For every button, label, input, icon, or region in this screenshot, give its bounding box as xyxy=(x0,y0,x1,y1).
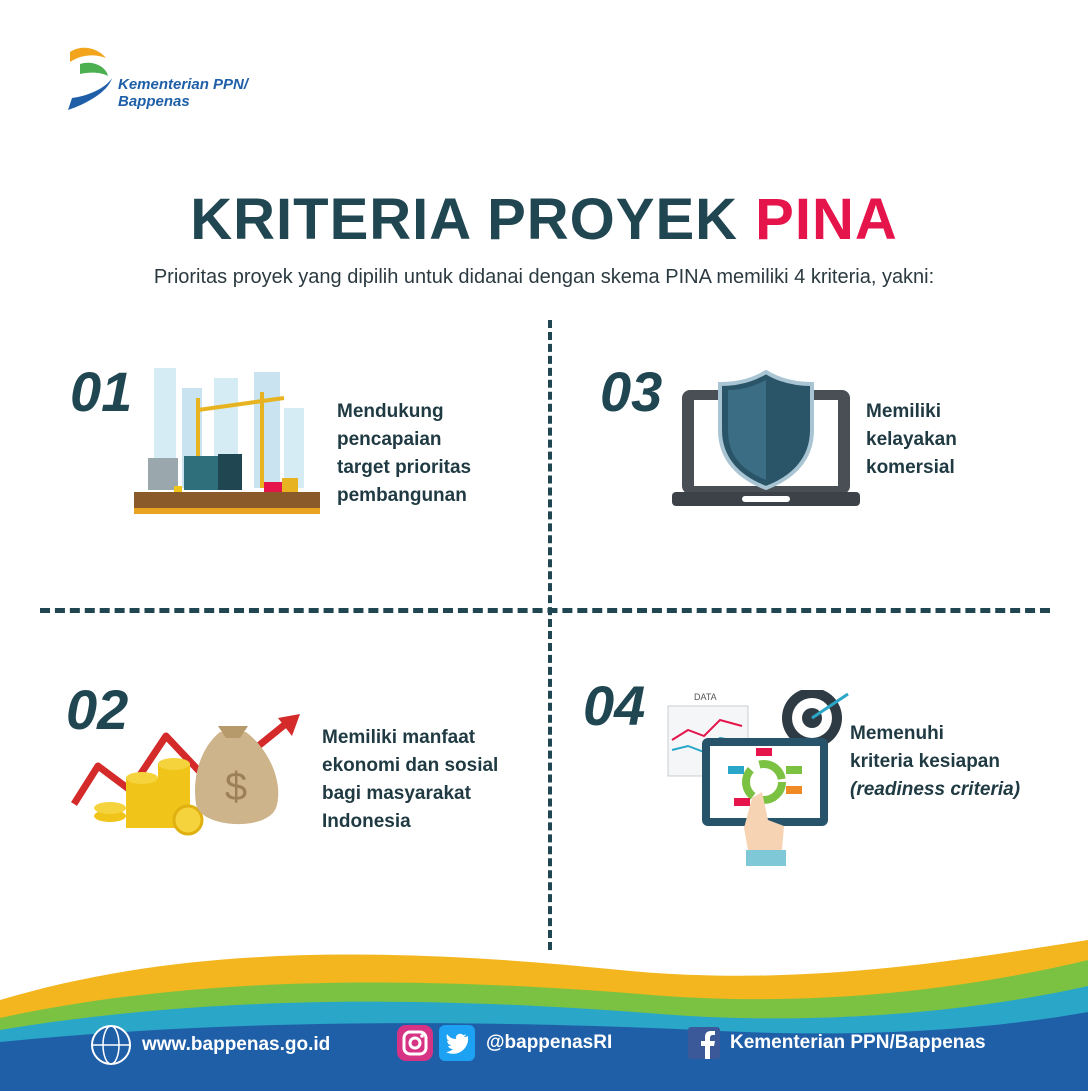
website-link[interactable]: www.bappenas.go.id xyxy=(142,1034,331,1055)
bappenas-logo-icon xyxy=(66,44,118,114)
footer-website[interactable] xyxy=(90,1024,330,1066)
vertical-divider xyxy=(548,320,552,950)
horizontal-divider xyxy=(40,608,1050,613)
footer-social[interactable] xyxy=(396,1024,612,1062)
construction-icon xyxy=(134,358,320,518)
criterion-text-03: Memiliki kelayakan komersial xyxy=(866,401,957,478)
title-main: KRITERIA PROYEK xyxy=(190,187,756,252)
criterion-text-04 xyxy=(850,720,1020,804)
criterion-number-01: 01 xyxy=(70,360,133,423)
page-title xyxy=(0,180,1088,260)
data-target-tablet-icon xyxy=(664,690,864,870)
criterion-text-04-main: Memenuhi kriteria kesiapan xyxy=(850,723,1000,772)
globe-icon xyxy=(90,1024,132,1066)
facebook-page[interactable]: Kementerian PPN/Bappenas xyxy=(730,1032,986,1053)
page-subtitle: Prioritas proyek yang dipilih untuk didanai dengan skema PINA memiliki 4 kriteria, yakni: xyxy=(153,266,935,288)
bappenas-logo xyxy=(66,44,296,116)
data-label: DATA xyxy=(694,692,717,702)
facebook-icon[interactable] xyxy=(688,1027,720,1059)
criterion-number-04: 04 xyxy=(583,674,646,737)
instagram-icon[interactable] xyxy=(396,1024,434,1062)
twitter-icon[interactable] xyxy=(438,1024,476,1062)
title-accent: PINA xyxy=(755,187,898,252)
footer-wave xyxy=(0,930,1088,1091)
svg-text:$: $ xyxy=(224,765,248,809)
logo-line-2: Bappenas xyxy=(118,93,190,110)
criterion-number-02: 02 xyxy=(66,678,129,741)
criterion-text-02: Memiliki manfaat ekonomi dan sosial bagi masyarakat Indonesia xyxy=(322,727,499,832)
logo-line-1: Kementerian PPN/ xyxy=(118,76,249,93)
social-handle[interactable]: @bappenasRI xyxy=(486,1032,613,1053)
criterion-number-03: 03 xyxy=(600,360,663,423)
footer-facebook[interactable] xyxy=(688,1027,986,1059)
shield-laptop-icon xyxy=(672,370,862,510)
money-growth-icon xyxy=(70,708,306,840)
criterion-text-01: Mendukung pencapaian target prioritas pembangunan xyxy=(337,401,472,506)
criterion-text-04-italic: (readiness criteria) xyxy=(850,779,1021,800)
